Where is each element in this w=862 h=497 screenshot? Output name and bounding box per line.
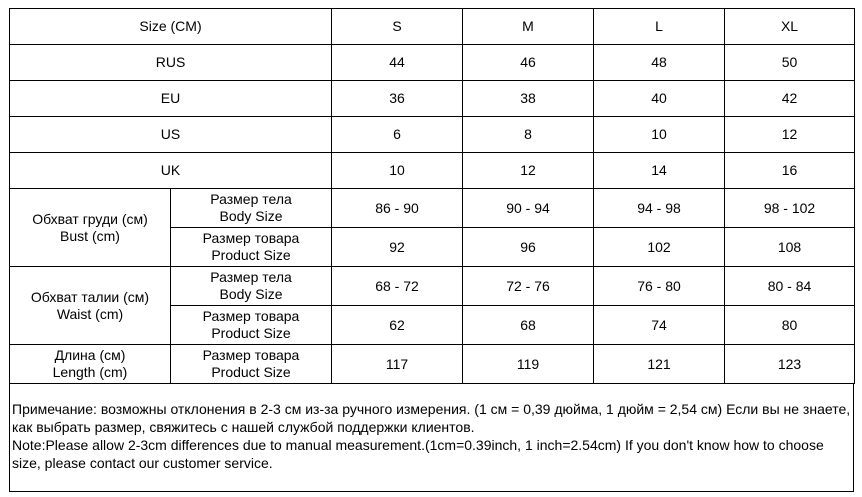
note-en: Note:Please allow 2-3cm differences due to manual measurement.(1cm=0.39inch, 1 inch=2.54cm) If you don't know how to choose size, please contact our customer service. bbox=[12, 437, 824, 471]
cell-us-s: 6 bbox=[332, 117, 463, 153]
bust-label-ru: Обхват груди (см) bbox=[32, 210, 148, 227]
table-row-rus bbox=[10, 45, 855, 81]
cell-uk-l: 14 bbox=[594, 153, 725, 189]
cell-rus-xl: 50 bbox=[725, 45, 855, 81]
sublabel-waist-product bbox=[171, 306, 332, 345]
cell-length-l: 121 bbox=[594, 345, 725, 384]
size-header-xl: XL bbox=[725, 9, 855, 45]
row-label-length bbox=[10, 345, 171, 384]
cell-waist-body-l: 76 - 80 bbox=[594, 267, 725, 306]
waist-label-ru: Обхват талии (см) bbox=[30, 288, 150, 305]
cell-length-xl: 123 bbox=[725, 345, 855, 384]
cell-bust-body-m: 90 - 94 bbox=[463, 189, 594, 228]
note-ru: Примечание: возможны отклонения в 2-3 см из-за ручного измерения. (1 см = 0,39 дюйма, 1 дюйм = 2,54 см) Если вы не знаете, как выбрать размер, свяжитесь с нашей службой поддержки клиентов. bbox=[12, 401, 851, 435]
cell-waist-product-s: 62 bbox=[332, 306, 463, 345]
cell-bust-body-s: 86 - 90 bbox=[332, 189, 463, 228]
cell-bust-product-m: 96 bbox=[463, 228, 594, 267]
product-size-label-en: Product Size bbox=[211, 364, 291, 380]
header-row bbox=[10, 9, 855, 45]
row-label-bust bbox=[10, 189, 171, 267]
body-size-label-en: Body Size bbox=[219, 286, 283, 302]
cell-rus-l: 48 bbox=[594, 45, 725, 81]
size-chart-table bbox=[9, 8, 855, 384]
cell-uk-xl: 16 bbox=[725, 153, 855, 189]
bust-label-en: Bust (cm) bbox=[60, 227, 120, 244]
cell-bust-product-xl: 108 bbox=[725, 228, 855, 267]
cell-rus-m: 46 bbox=[463, 45, 594, 81]
cell-bust-body-xl: 98 - 102 bbox=[725, 189, 855, 228]
body-size-label-ru: Размер тела bbox=[210, 269, 292, 285]
cell-uk-s: 10 bbox=[332, 153, 463, 189]
cell-eu-m: 38 bbox=[463, 81, 594, 117]
row-label-uk: UK bbox=[10, 153, 332, 189]
cell-eu-xl: 42 bbox=[725, 81, 855, 117]
cell-bust-body-l: 94 - 98 bbox=[594, 189, 725, 228]
product-size-label-en: Product Size bbox=[211, 247, 291, 263]
product-size-label-ru: Размер товара bbox=[202, 347, 300, 363]
waist-label-en: Waist (cm) bbox=[56, 305, 124, 322]
table-row-uk bbox=[10, 153, 855, 189]
length-label-ru: Длина (см) bbox=[54, 347, 126, 363]
sublabel-bust-product bbox=[171, 228, 332, 267]
row-label-rus: RUS bbox=[10, 45, 332, 81]
cell-waist-body-xl: 80 - 84 bbox=[725, 267, 855, 306]
row-label-us: US bbox=[10, 117, 332, 153]
cell-uk-m: 12 bbox=[463, 153, 594, 189]
cell-length-s: 117 bbox=[332, 345, 463, 384]
note-text bbox=[12, 400, 851, 472]
table-row-us bbox=[10, 117, 855, 153]
sublabel-waist-body bbox=[171, 267, 332, 306]
row-label-eu: EU bbox=[10, 81, 332, 117]
sublabel-length-product bbox=[171, 345, 332, 384]
cell-length-m: 119 bbox=[463, 345, 594, 384]
cell-bust-product-s: 92 bbox=[332, 228, 463, 267]
cell-waist-product-xl: 80 bbox=[725, 306, 855, 345]
product-size-label-en: Product Size bbox=[211, 325, 291, 341]
sublabel-bust-body bbox=[171, 189, 332, 228]
cell-us-l: 10 bbox=[594, 117, 725, 153]
size-header-label: Size (CM) bbox=[10, 9, 332, 45]
cell-us-xl: 12 bbox=[725, 117, 855, 153]
cell-rus-s: 44 bbox=[332, 45, 463, 81]
cell-waist-body-m: 72 - 76 bbox=[463, 267, 594, 306]
product-size-label-ru: Размер товара bbox=[202, 308, 300, 324]
note-box bbox=[9, 383, 854, 492]
cell-waist-product-l: 74 bbox=[594, 306, 725, 345]
table-row-length bbox=[10, 345, 855, 384]
length-label-en: Length (cm) bbox=[52, 364, 128, 380]
row-label-waist bbox=[10, 267, 171, 345]
cell-eu-s: 36 bbox=[332, 81, 463, 117]
cell-us-m: 8 bbox=[463, 117, 594, 153]
table-row-eu bbox=[10, 81, 855, 117]
cell-bust-product-l: 102 bbox=[594, 228, 725, 267]
cell-waist-body-s: 68 - 72 bbox=[332, 267, 463, 306]
size-header-s: S bbox=[332, 9, 463, 45]
product-size-label-ru: Размер товара bbox=[202, 230, 300, 246]
cell-eu-l: 40 bbox=[594, 81, 725, 117]
size-header-m: M bbox=[463, 9, 594, 45]
cell-waist-product-m: 68 bbox=[463, 306, 594, 345]
body-size-label-en: Body Size bbox=[219, 208, 283, 224]
body-size-label-ru: Размер тела bbox=[210, 191, 292, 207]
table-row-bust-body bbox=[10, 189, 855, 228]
size-header-l: L bbox=[594, 9, 725, 45]
table-row-waist-body bbox=[10, 267, 855, 306]
